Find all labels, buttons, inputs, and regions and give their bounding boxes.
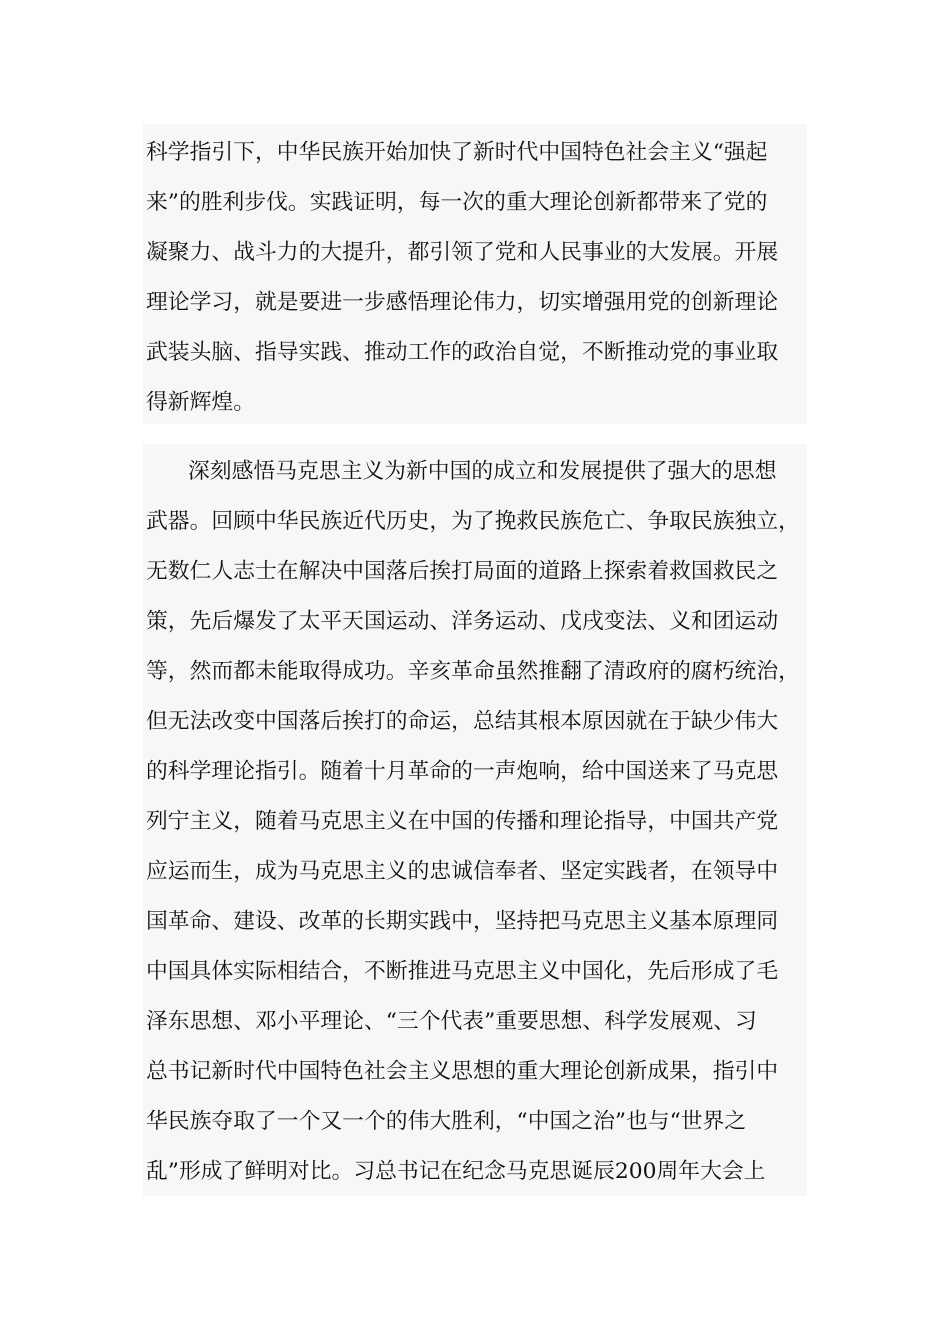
paragraph-line: 列宁主义，随着马克思主义在中国的传播和理论指导，中国共产党 (146, 809, 779, 834)
paragraph-line: 华民族夺取了一个又一个的伟大胜利，“中国之治”也与“世界之 (146, 1109, 747, 1134)
paragraph-1 (143, 124, 807, 424)
paragraph-line: 凝聚力、战斗力的大提升，都引领了党和人民事业的大发展。开展 (146, 240, 779, 265)
paragraph-2 (143, 444, 807, 1196)
paragraph-line: 武装头脑、指导实践、推动工作的政治自觉，不断推动党的事业取 (146, 340, 779, 365)
paragraph-line: 应运而生，成为马克思主义的忠诚信奉者、坚定实践者，在领导中 (146, 859, 779, 884)
paragraph-line: 来”的胜利步伐。实践证明，每一次的重大理论创新都带来了党的 (146, 190, 768, 215)
paragraph-line: 理论学习，就是要进一步感悟理论伟力，切实增强用党的创新理论 (146, 290, 779, 315)
paragraph-line: 等，然而都未能取得成功。辛亥革命虽然推翻了清政府的腐朽统治， (146, 659, 800, 684)
paragraph-line: 总书记新时代中国特色社会主义思想的重大理论创新成果，指引中 (146, 1059, 779, 1084)
paragraph-line: 得新辉煌。 (146, 390, 255, 415)
paragraph-line: 深刻感悟马克思主义为新中国的成立和发展提供了强大的思想 (188, 459, 777, 484)
paragraph-line: 科学指引下，中华民族开始加快了新时代中国特色社会主义“强起 (146, 140, 768, 165)
paragraph-line: 的科学理论指引。随着十月革命的一声炮响，给中国送来了马克思 (146, 759, 779, 784)
paragraph-line: 中国具体实际相结合，不断推进马克思主义中国化，先后形成了毛 (146, 959, 779, 984)
paragraph-line: 国革命、建设、改革的长期实践中，坚持把马克思主义基本原理同 (146, 909, 779, 934)
paragraph-line: 武器。回顾中华民族近代历史，为了挽救民族危亡、争取民族独立， (146, 509, 800, 534)
paragraph-line: 但无法改变中国落后挨打的命运，总结其根本原因就在于缺少伟大 (146, 709, 779, 734)
paragraph-line: 无数仁人志士在解决中国落后挨打局面的道路上探索着救国救民之 (146, 559, 779, 584)
paragraph-line: 乱”形成了鲜明对比。习总书记在纪念马克思诞辰200周年大会上 (146, 1159, 766, 1184)
paragraph-line: 策，先后爆发了太平天国运动、洋务运动、戊戌变法、义和团运动 (146, 609, 779, 634)
paragraph-line: 泽东思想、邓小平理论、“三个代表”重要思想、科学发展观、习 (146, 1009, 757, 1034)
